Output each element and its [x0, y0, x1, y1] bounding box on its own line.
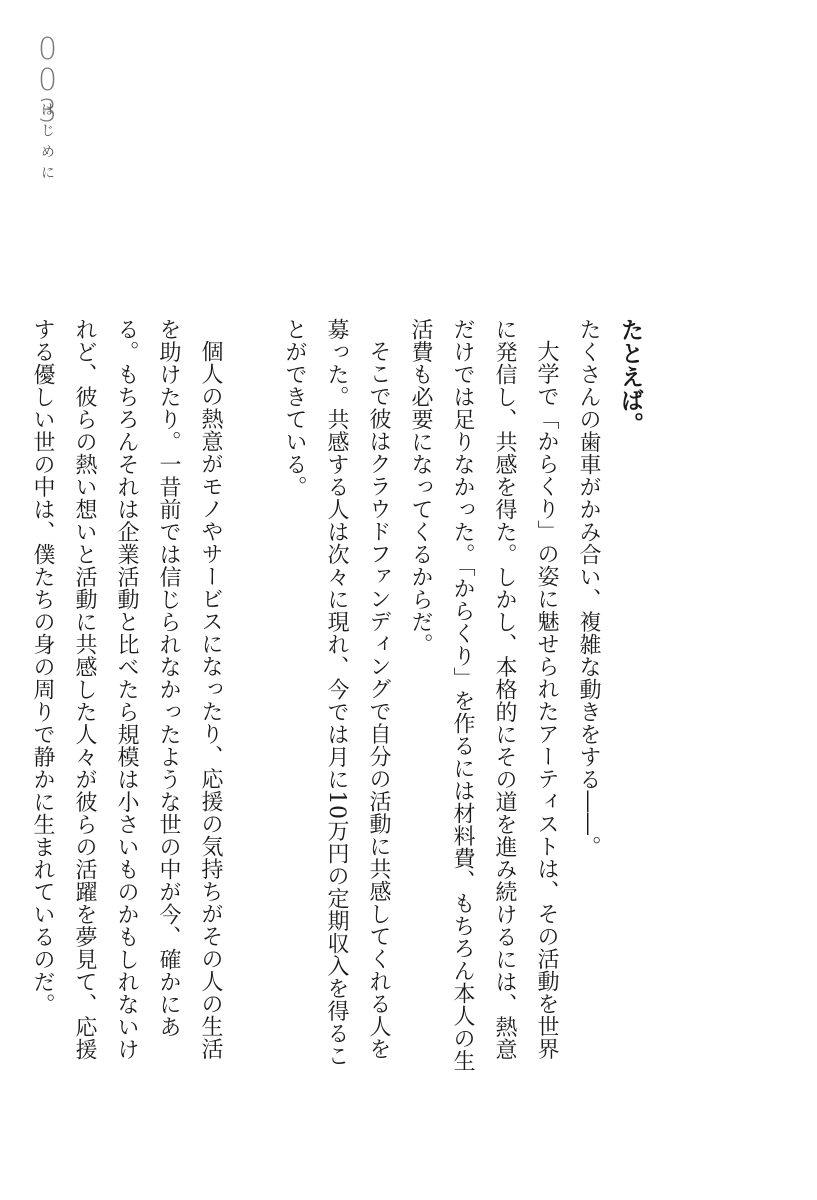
body-text: [21, 318, 651, 1078]
paragraph-4: 個人の熱意がモノやサービスになったり、応援の気持ちがその人の生活を助けたり。一昔前では信じられなかったような世の中が今、確かにある。もちろんそれは企業活動と比べたら規模は小さいものかもしれないけれど、彼らの熱い想いと活動に共感した人々が彼らの活躍を夢見て、応援する優しい世の中は、僕たちの身の周りで静かに生まれているのだ。: [30, 318, 223, 1061]
section-heading: たとえば。: [617, 318, 643, 436]
paragraph-2: 大学で「からくり」の姿に魅せられたアーティストは、その活動を世界に発信し、共感を得た。しかし、本格的にその道を進み続けるには、熱意だけでは足りなかった。「からくり」を作るには材料費、もちろん本人の生活費も必要になってくるからだ。: [408, 318, 559, 1072]
paragraph-3: そこで彼はクラウドファンディングで自分の活動に共感してくれる人を募った。共感する人は次々に現れ、今では月に10万円の定期収入を得ることができている。: [282, 318, 391, 1067]
paragraph-1: たくさんの歯車がかみ合い、複雑な動きをする――。: [576, 318, 601, 858]
running-head: はじめに: [39, 102, 55, 186]
paragraph-spacer: [231, 318, 273, 1078]
page-number: 003: [30, 32, 65, 125]
